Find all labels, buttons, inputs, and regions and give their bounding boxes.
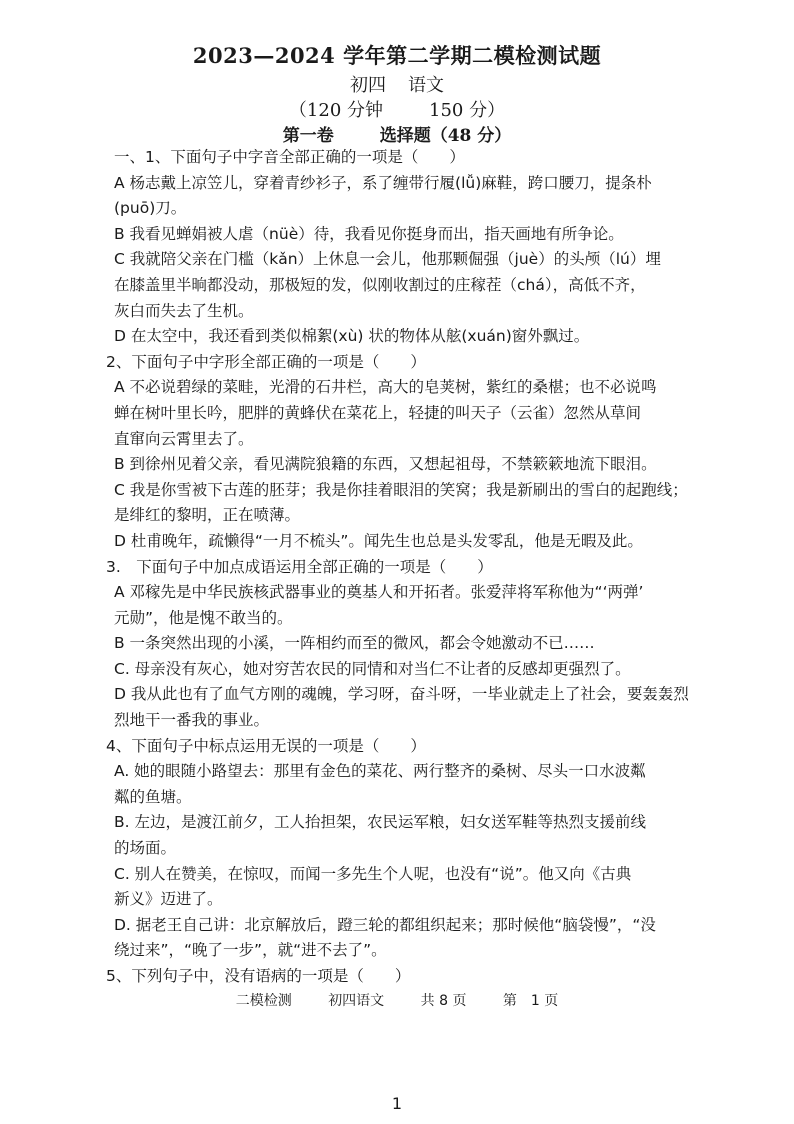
subject-label: 语文 <box>408 75 444 96</box>
option-line: 是绯红的黎明，正在喷薄。 <box>114 506 301 525</box>
question-stem: 3. 下面句子中加点成语运用全部正确的一项是（ ） <box>106 557 493 576</box>
option-line: 粼的鱼塘。 <box>114 787 192 806</box>
option-line: 新义》迈进了。 <box>114 890 223 909</box>
option-line: 直窜向云霄里去了。 <box>114 429 254 448</box>
page-footer <box>0 990 794 1010</box>
option-line: B. 左边，是渡江前夕，工人抬担架，农民运军粮，妇女送军鞋等热烈支援前线 <box>114 813 646 832</box>
footer-exam: 二模检测 <box>235 993 292 1009</box>
exam-meta <box>0 96 794 122</box>
option-line: B 一条突然出现的小溪，一阵相约而至的微风，都会令她激动不已…… <box>114 634 595 653</box>
option-line: C. 母亲没有灰心，她对穷苦农民的同情和对当仁不让者的反感却更强烈了。 <box>114 659 631 678</box>
option-line: D 我从此也有了血气方刚的魂魄，学习呀，奋斗呀，一毕业就走上了社会，要轰轰烈 <box>114 685 689 704</box>
option-line: A. 她的眼随小路望去：那里有金色的菜花、两行整齐的桑树、尽头一口水波粼 <box>114 762 646 781</box>
option-line: A 邓稼先是中华民族核武器事业的奠基人和开拓者。张爱萍将军称他为“‘两弹’ <box>114 583 644 602</box>
question-stem: 4、下面句子中标点运用无误的一项是（ ） <box>106 736 426 755</box>
footer-total-pages: 共 8 页 <box>420 993 467 1009</box>
option-line: C 我就陪父亲在门槛（kǎn）上休息一会儿，他那颗倔强（juè）的头颅（lú）埋 <box>114 250 661 269</box>
question-body <box>106 145 754 990</box>
option-line: 的场面。 <box>114 839 177 858</box>
question-stem: 5、下列句子中，没有语病的一项是（ ） <box>106 967 411 985</box>
option-line: A 不必说碧绿的菜畦，光滑的石井栏，高大的皂荚树，紫红的桑椹；也不必说鸣 <box>114 378 657 397</box>
footer-page: 第 1 页 <box>502 993 559 1009</box>
option-line: C 我是你雪被下古莲的胚芽；我是你挂着眼泪的笑窝；我是新刷出的雪白的起跑线； <box>114 480 688 499</box>
option-line: 在膝盖里半晌都没动，那极短的发，似刚收割过的庄稼茬（chá），高低不齐， <box>114 275 646 294</box>
section-name: 第一卷 <box>282 126 334 146</box>
page-number: 1 <box>391 1094 403 1113</box>
option-line: C. 别人在赞美，在惊叹，而闻一多先生个人呢，也没有“说”。他又向《古典 <box>114 864 632 883</box>
section-desc: 选择题（48 分） <box>379 126 512 146</box>
section-heading <box>0 121 794 146</box>
time-label: （120 分钟 <box>288 100 383 121</box>
option-line: D 在太空中，我还看到类似棉絮(xù) 状的物体从舷(xuán)窗外飘过。 <box>114 327 590 346</box>
score-label: 150 分） <box>429 100 506 121</box>
option-line: D. 据老王自己讲：北京解放后，蹬三轮的都组织起来；那时候他“脑袋慢”，“没 <box>114 915 656 934</box>
option-line: 灰白而失去了生机。 <box>114 301 254 320</box>
option-line: 绕过来”，“晚了一步”，就“进不去了”。 <box>114 941 387 960</box>
grade-label: 初四 <box>350 75 386 96</box>
option-line: 元勋”，他是愧不敢当的。 <box>114 608 293 627</box>
option-line: 蝉在树叶里长吟，肥胖的黄蜂伏在菜花上，轻捷的叫天子（云雀）忽然从草间 <box>114 403 642 422</box>
option-line: A 杨志戴上凉笠儿，穿着青纱衫子，系了缠带行履(lǚ)麻鞋，跨口腰刀，提条朴 <box>114 173 652 192</box>
option-line: 烈地干一番我的事业。 <box>114 711 270 730</box>
option-line: B 到徐州见着父亲，看见满院狼籍的东西，又想起祖母，不禁簌簌地流下眼泪。 <box>114 455 657 474</box>
footer-subject: 初四语文 <box>328 993 385 1009</box>
exam-title: 2023—2024 学年第二学期二模检测试题 <box>192 43 602 68</box>
option-line: (puō)刀。 <box>114 199 187 218</box>
exam-subtitle <box>0 71 794 97</box>
question-stem: 2、下面句子中字形全部正确的一项是（ ） <box>106 352 426 371</box>
option-line: B 我看见蝉娟被人虐（nüè）待，我看见你挺身而出，指天画地有所争论。 <box>114 224 624 243</box>
question-stem: 一、1、下面句子中字音全部正确的一项是（ ） <box>114 148 465 166</box>
option-line: D 杜甫晚年，疏懒得“一月不梳头”。闻先生也总是头发零乱，他是无暇及此。 <box>114 531 643 550</box>
